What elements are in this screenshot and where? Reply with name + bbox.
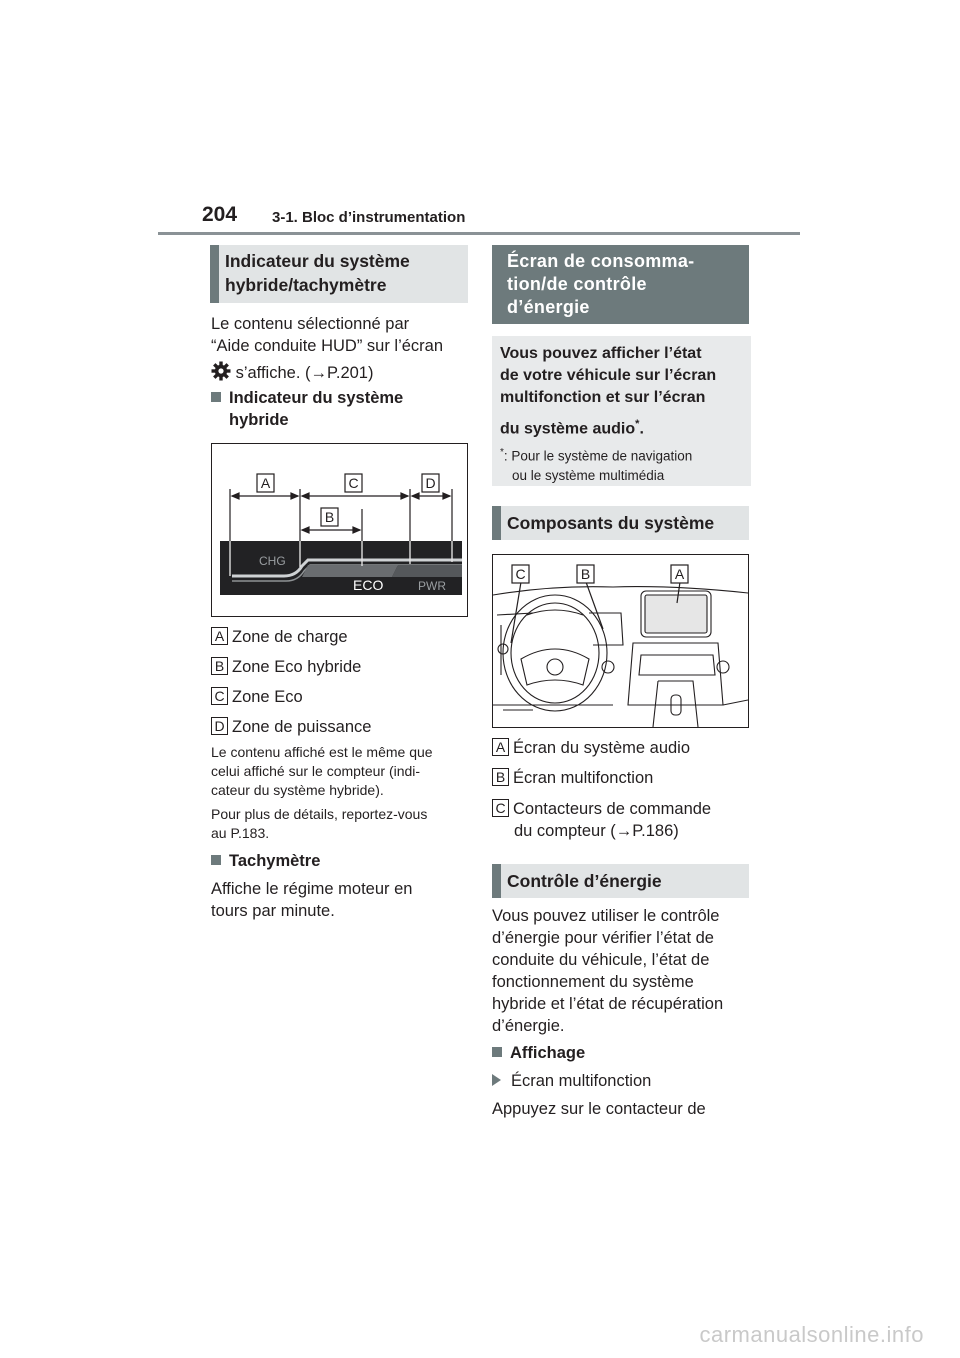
hybrid-indicator-figure	[211, 443, 468, 617]
tachometer-paragraph: Affiche le régime moteur en tours par minute.	[211, 880, 413, 920]
legend-item-meter-switches: C Contacteurs de commande	[492, 799, 711, 819]
header-rule	[158, 232, 800, 235]
figure-label-c: C	[348, 475, 359, 491]
figure-label-d: D	[425, 475, 436, 491]
watermark: carmanualsonline.info	[699, 1322, 924, 1347]
intro-paragraph: Le contenu sélectionné par “Aide conduite HUD” sur l’écran s’affiche. (→P.201)	[211, 315, 444, 382]
triangle-bullet-icon	[492, 1074, 501, 1086]
legend-item-b: B Zone Eco hybride	[211, 657, 361, 677]
section-heading-hybrid-indicator: Indicateur du système hybride/tachymètre	[210, 245, 468, 303]
dashboard-label-b: B	[580, 566, 591, 582]
square-bullet-icon	[211, 392, 221, 402]
dashboard-label-c: C	[515, 566, 526, 582]
figure-label-a: A	[260, 475, 271, 491]
subheading-tachometer: Tachymètre	[211, 850, 320, 872]
square-bullet-icon	[211, 855, 221, 865]
section-heading-components: Composants du système	[492, 506, 749, 540]
chg-label: CHG	[259, 554, 286, 568]
legend-item-meter-switches-line2: du compteur (→P.186)	[514, 822, 679, 840]
dashboard-label-a: A	[674, 566, 685, 582]
energy-monitor-paragraph: Vous pouvez utiliser le contrôle d’énergie pour vérifier l’état de conduite du véhicule, l’état de fonctionnement du système hybride et l’état de récupération d’énergie.	[492, 907, 724, 1035]
note-paragraph-1: Le contenu affiché est le même que celui affiché sur le compteur (indi- cateur du système hybride).	[211, 744, 433, 798]
legend-item-multi-display: B Écran multifonction	[492, 768, 653, 788]
chapter-title: 3-1. Bloc d’instrumentation	[272, 209, 466, 226]
dashboard-figure	[492, 554, 749, 728]
subheading-hybrid-indicator: Indicateur du système hybride	[211, 387, 403, 431]
figure-label-b: B	[324, 509, 335, 525]
continued-paragraph: Appuyez sur le contacteur de	[492, 1100, 706, 1118]
square-bullet-icon	[492, 1047, 502, 1057]
section-heading-energy-monitor: Contrôle d’énergie	[492, 864, 749, 898]
subheading-display: Affichage	[492, 1042, 585, 1064]
footnote: *: Pour le système de navigation ou le système multimédia	[500, 447, 693, 483]
item-multi-display: Écran multifonction	[492, 1070, 651, 1092]
page-number: 204	[202, 203, 238, 226]
summary-box: Vous pouvez afficher l’état de votre véhicule sur l’écran multifonction et sur l’écran du système audio*. *: Pour le système de navigation ou le système multimédia	[492, 336, 751, 486]
eco-label: ECO	[353, 577, 384, 593]
legend-item-audio-screen: A Écran du système audio	[492, 738, 690, 758]
settings-gear-icon	[211, 361, 231, 381]
note-paragraph-2: Pour plus de détails, reportez-vous au P.183.	[211, 806, 428, 841]
legend-item-a: A Zone de charge	[211, 627, 348, 647]
legend-item-d: D Zone de puissance	[211, 717, 371, 737]
legend-item-c: C Zone Eco	[211, 687, 303, 707]
dashboard-illustration	[493, 555, 748, 727]
section-heading-energy-screen: Écran de consomma- tion/de contrôle d’énergie	[492, 245, 749, 324]
hybrid-indicator-illustration	[212, 444, 467, 616]
pwr-label: PWR	[418, 579, 446, 593]
